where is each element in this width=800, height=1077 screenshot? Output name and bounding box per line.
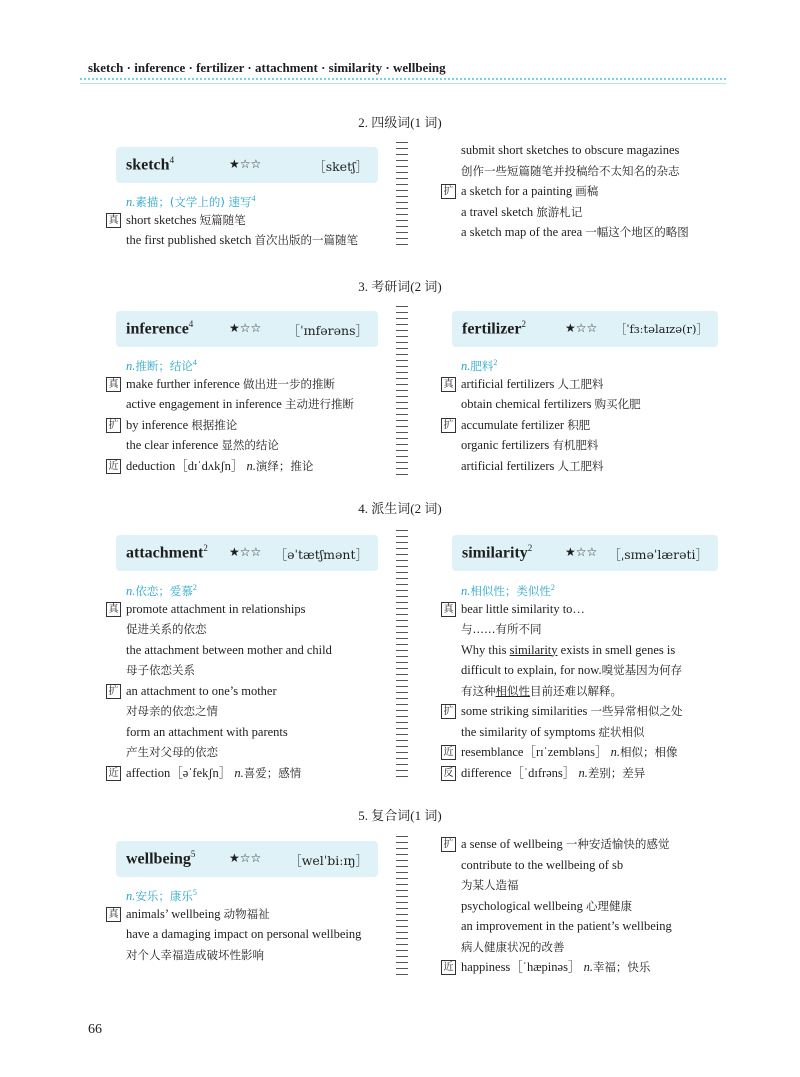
entry-body-attachment [106,578,396,783]
example-line: 扩 an attachment to one’s mother [106,681,396,702]
example-line: a sketch map of the area 一幅这个地区的略图 [461,225,689,239]
entry-body-wellbeing-cont [441,834,741,978]
tag-jin: 近 [106,766,121,781]
phonetic: ［ˌsɪməˈlærəti］ [608,547,708,562]
example-line: obtain chemical fertilizers 购买化肥 [461,397,641,411]
section-heading-5: 5. 复合词(1 词) [358,808,442,823]
section-heading-4: 4. 派生词(2 词) [358,501,442,516]
entry-header-sketch [116,147,378,183]
example-line: form an attachment with parents [126,724,288,739]
tag-fan: 反 [441,766,456,781]
example-line: difficult to explain, for now.嗅觉基因为何存 [461,663,683,677]
tag-kuo: 扩 [441,704,456,719]
example-line: 创作一些短篇随笔并投稿给不太知名的杂志 [461,163,680,178]
entry-body-inference [106,353,396,476]
headword: sketch$^4$ [126,155,175,174]
entry-body-fertilizer [441,353,741,476]
example-line: the attachment between mother and child [126,642,332,657]
column-divider [396,142,408,250]
example-line: 扩 a sketch for a painting 画稿 [441,181,741,202]
star-rating: ★☆☆ [229,321,262,335]
example-line: a travel sketch 旅游札记 [461,204,583,219]
example-line: 为某人造福 [461,878,519,892]
example-line: 母子依恋关系 [126,663,195,677]
column-divider [396,836,408,976]
example-line: 对个人幸福造成破坏性影响 [126,947,264,962]
example-line: 真 promote attachment in relationships [106,599,396,620]
example-line: 近 resemblance［rɪˈzembləns］ n.相似；相像 [441,742,741,763]
example-line: 真 make further inference 做出进一步的推断 [106,374,396,395]
headword: similarity$^2$ [462,543,533,562]
star-rating: ★☆☆ [565,321,598,335]
section-heading-2: 2. 四级词(1 词) [358,115,442,130]
tag-kuo: 扩 [106,684,121,699]
entry-body-sketch-cont [441,140,741,243]
entry-header-inference [116,311,378,347]
example-line: 与……有所不同 [461,622,542,636]
tag-zhen: 真 [106,377,121,392]
entry-body-sketch [106,189,396,251]
entry-header-fertilizer [452,311,718,347]
definition: n.安乐；康乐$^5$ [126,888,197,904]
phonetic: ［ˈɪnfərəns］ [287,323,368,338]
phonetic: ［ˈfɜːtəlaɪzə(r)］ [614,322,708,336]
entry-body-wellbeing [106,883,396,965]
tag-kuo: 扩 [441,837,456,852]
star-rating: ★☆☆ [229,851,262,865]
tag-jin: 近 [441,745,456,760]
example-line: 真 bear little similarity to… [441,599,741,620]
example-line: 近 affection［əˈfekʃn］ n.喜爱；感情 [106,763,396,784]
definition: n.相似性；类似性$^2$ [461,583,555,599]
phonetic: ［əˈtætʃmənt］ [274,547,368,562]
definition: n.肥料$^2$ [461,358,498,374]
running-header: sketch · inference · fertilizer · attachment · similarity · wellbeing [88,60,446,75]
example-line: 真 artificial fertilizers 人工肥料 [441,374,741,395]
example-line: artificial fertilizers 人工肥料 [461,458,604,473]
column-divider [396,530,408,780]
tag-zhen: 真 [441,377,456,392]
example-line: 真 short sketches 短篇随笔 [106,210,396,231]
example-line: active engagement in inference 主动进行推断 [126,397,354,411]
example-line: 扩 accumulate fertilizer 积肥 [441,415,741,436]
example-line: have a damaging impact on personal wellbeing [126,927,362,941]
tag-zhen: 真 [106,602,121,617]
definition: n.素描；(文学上的) 速写$^4$ [126,194,256,210]
column-divider [396,306,408,478]
tag-zhen: 真 [106,907,121,922]
example-line: 产生对父母的依恋 [126,745,218,759]
definition: n.依恋；爱慕$^2$ [126,583,197,599]
header-rule [80,78,726,80]
example-line: contribute to the wellbeing of sb [461,857,624,872]
star-rating: ★☆☆ [229,545,262,559]
tag-kuo: 扩 [106,418,121,433]
header-rule-2 [80,83,726,84]
example-line: 反 difference［ˈdɪfrəns］ n.差别；差异 [441,763,741,784]
example-line: 真 animals’ wellbeing 动物福祉 [106,904,396,925]
page-number: 66 [88,1022,102,1037]
tag-zhen: 真 [441,602,456,617]
definition: n.推断；结论$^4$ [126,358,197,374]
section-heading-3: 3. 考研词(2 词) [358,279,442,294]
headword: inference$^4$ [126,319,194,338]
example-line: 扩 a sense of wellbeing 一种安适愉快的感觉 [441,834,741,855]
headword: wellbeing$^5$ [126,849,196,868]
example-line: 病人健康状况的改善 [461,939,565,954]
entry-header-wellbeing [116,841,378,877]
example-line: 扩 some striking similarities 一些异常相似之处 [441,701,741,722]
phonetic: ［welˈbiːɪŋ］ [289,853,368,868]
example-line: 扩 by inference 根据推论 [106,415,396,436]
tag-jin: 近 [441,960,456,975]
example-line: 对母亲的依恋之情 [126,704,218,718]
entry-header-attachment [116,535,378,571]
example-line: the similarity of symptoms 症状相似 [461,724,645,739]
tag-jin: 近 [106,459,121,474]
entry-header-similarity [452,535,718,571]
tag-zhen: 真 [106,213,121,228]
example-line: submit short sketches to obscure magazines [461,143,680,157]
headword: attachment$^2$ [126,543,208,562]
example-line: 有这种相似性目前还难以解释。 [461,683,622,698]
tag-kuo: 扩 [441,184,456,199]
star-rating: ★☆☆ [229,157,262,171]
example-line: Why this similarity exists in smell genes is [461,642,676,657]
example-line: 近 happiness［ˈhæpinəs］ n.幸福；快乐 [441,957,741,978]
example-line: an improvement in the patient’s wellbeing [461,919,672,933]
example-line: 近 deduction［dɪˈdʌkʃn］ n.演绎；推论 [106,456,396,477]
phonetic: ［sketʃ］ [313,159,368,174]
headword: fertilizer$^2$ [462,319,526,338]
example-line: 促进关系的依恋 [126,622,207,636]
example-line: organic fertilizers 有机肥料 [461,438,599,452]
tag-kuo: 扩 [441,418,456,433]
entry-body-similarity [441,578,741,783]
example-line: the first published sketch 首次出版的一篇随笔 [126,233,358,247]
example-line: the clear inference 显然的结论 [126,438,279,452]
star-rating: ★☆☆ [565,545,598,559]
example-line: psychological wellbeing 心理健康 [461,898,632,913]
